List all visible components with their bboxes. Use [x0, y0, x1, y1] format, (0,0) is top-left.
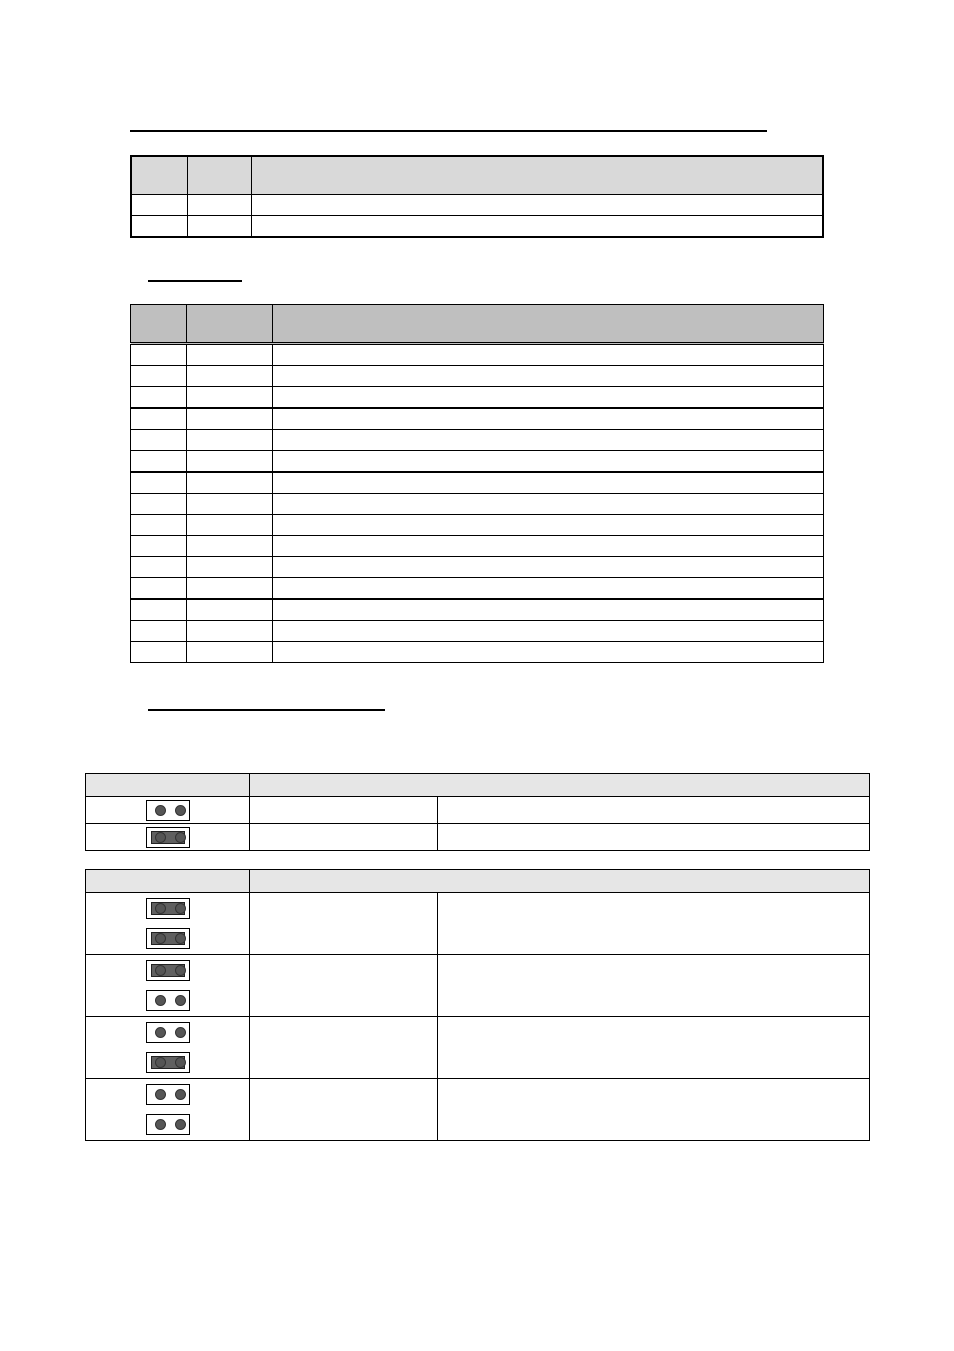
table-row [131, 408, 824, 430]
table-row [131, 557, 824, 578]
jumper-icon [146, 1052, 190, 1073]
jumper-icon [146, 800, 190, 821]
table-row [86, 893, 870, 955]
table-1-header-cell [251, 156, 823, 195]
table-2-header-cell [131, 305, 187, 344]
table-1-header-cell [131, 156, 187, 195]
table-row [131, 494, 824, 515]
jumper-icon [146, 898, 190, 919]
table-row [131, 536, 824, 557]
table-row [131, 515, 824, 536]
jumper-table-b [85, 869, 870, 1141]
table-2 [130, 304, 824, 663]
section1-heading-underline [130, 130, 767, 132]
jumper-icon [146, 1022, 190, 1043]
table-row [131, 195, 823, 216]
table-row [131, 216, 823, 238]
table-2-header-cell [273, 305, 824, 344]
table-row [131, 621, 824, 642]
jumper-table-b-header-cell [250, 870, 870, 893]
table-row [131, 344, 824, 366]
jumper-icon [146, 928, 190, 949]
table-1-header-row [131, 156, 823, 195]
jumper-icon [146, 1114, 190, 1135]
table-row [86, 1079, 870, 1141]
table-row [131, 387, 824, 409]
table-row [131, 642, 824, 663]
table-row [131, 472, 824, 494]
table-2-header-cell [187, 305, 273, 344]
table-row [131, 599, 824, 621]
jumper-table-a-header-cell [250, 774, 870, 797]
jumper-table-a-header [86, 774, 870, 797]
section3-heading-underline [148, 709, 385, 711]
jumper-icon [146, 990, 190, 1011]
jumper-table-a [85, 773, 870, 851]
table-row [86, 824, 870, 851]
table-row [131, 578, 824, 600]
table-1 [130, 155, 824, 238]
table-1-header-cell [187, 156, 251, 195]
table-row [131, 366, 824, 387]
table-row [131, 451, 824, 473]
jumper-table-b-header-cell [86, 870, 250, 893]
jumper-icon [146, 960, 190, 981]
table-row [86, 1017, 870, 1079]
table-row [86, 797, 870, 824]
table-2-header-row [131, 305, 824, 344]
jumper-table-a-header-cell [86, 774, 250, 797]
table-row [86, 955, 870, 1017]
jumper-icon [146, 827, 190, 848]
section2-heading-underline [148, 280, 242, 282]
jumper-icon [146, 1084, 190, 1105]
jumper-table-b-header [86, 870, 870, 893]
table-row [131, 430, 824, 451]
